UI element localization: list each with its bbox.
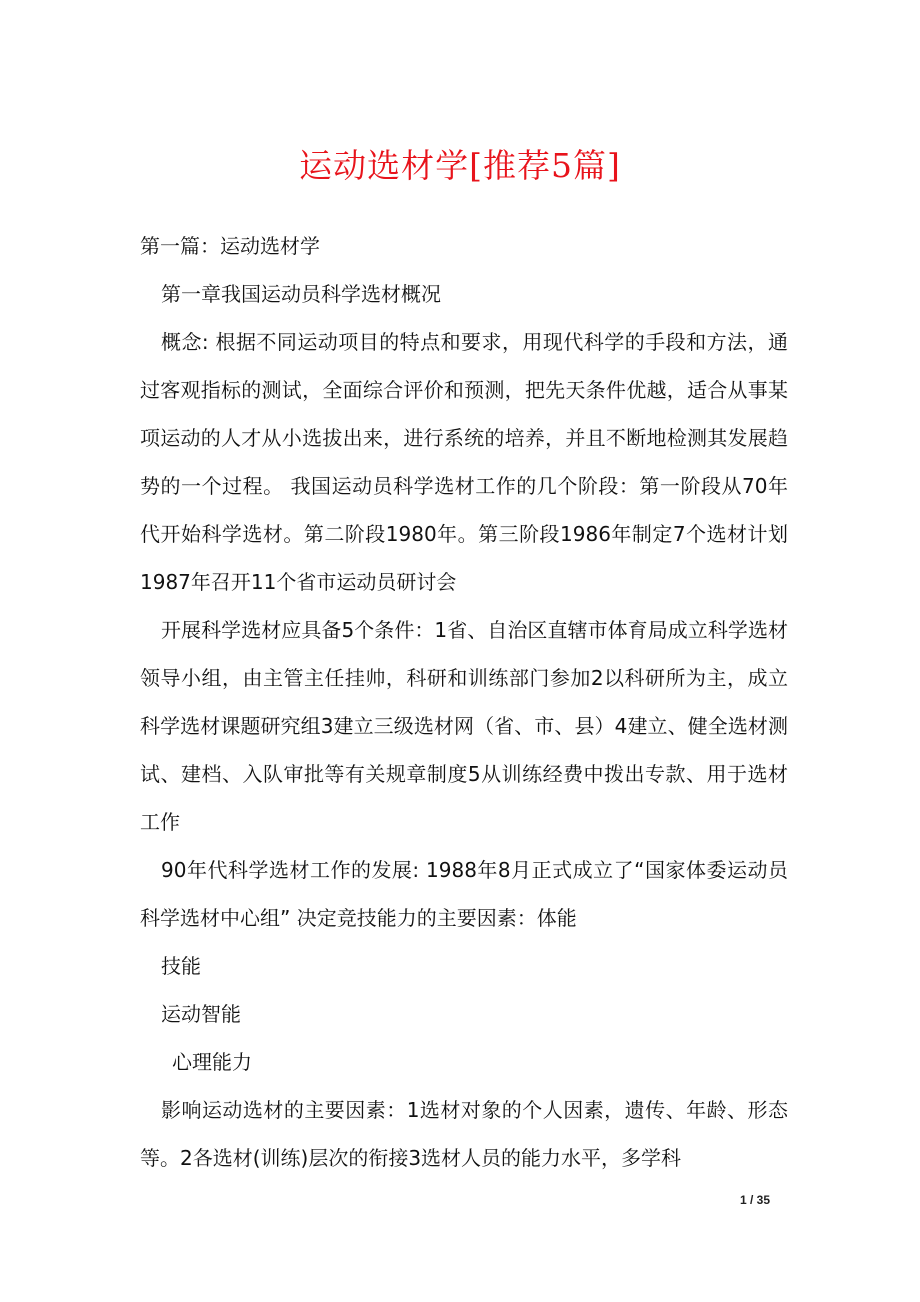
paragraph-90s-development: 90年代科学选材工作的发展: 1988年8月正式成立了“国家体委运动员科学选材中心组” 决定竞技能力的主要因素：体能 (140, 858, 788, 930)
paragraph-influencing-factors: 影响运动选材的主要因素：1选材对象的个人因素，遗传、年龄、形态等。2各选材(训练)层次的衔接3选材人员的能力水平，多学科 (140, 1098, 788, 1170)
paragraph-concept: 概念: 根据不同运动项目的特点和要求，用现代科学的手段和方法，通过客观指标的测试，全面综合评价和预测，把先天条件优越，适合从事某项运动的人才从小选拔出来，进行系统的培养，并且不断地检测其发展趋势的一个过程。 我国运动员科学选材工作的几个阶段：第一阶段从70年代开始科学选材。第二阶段1980年。第三阶段1986年制定7个选材计划 1987年召开11个省市运动员研讨会 (140, 330, 788, 594)
list-item-skill: 技能 (161, 954, 201, 978)
list-item-sports-intelligence: 运动智能 (161, 1002, 241, 1026)
list-item-psychological-ability: 心理能力 (172, 1050, 252, 1074)
chapter-heading: 第一章我国运动员科学选材概况 (161, 282, 441, 306)
page-number: 1 / 35 (740, 1193, 771, 1207)
section-heading: 第一篇：运动选材学 (140, 234, 320, 258)
document-title: 运动选材学[推荐5篇] (299, 146, 621, 185)
paragraph-conditions: 开展科学选材应具备5个条件：1省、自治区直辖市体育局成立科学选材领导小组，由主管主任挂帅，科研和训练部门参加2以科研所为主，成立科学选材课题研究组3建立三级选材网（省、市、县）4建立、健全选材测试、建档、入队审批等有关规章制度5从训练经费中拨出专款、用于选材工作 (140, 618, 788, 834)
document-body (140, 222, 788, 1182)
